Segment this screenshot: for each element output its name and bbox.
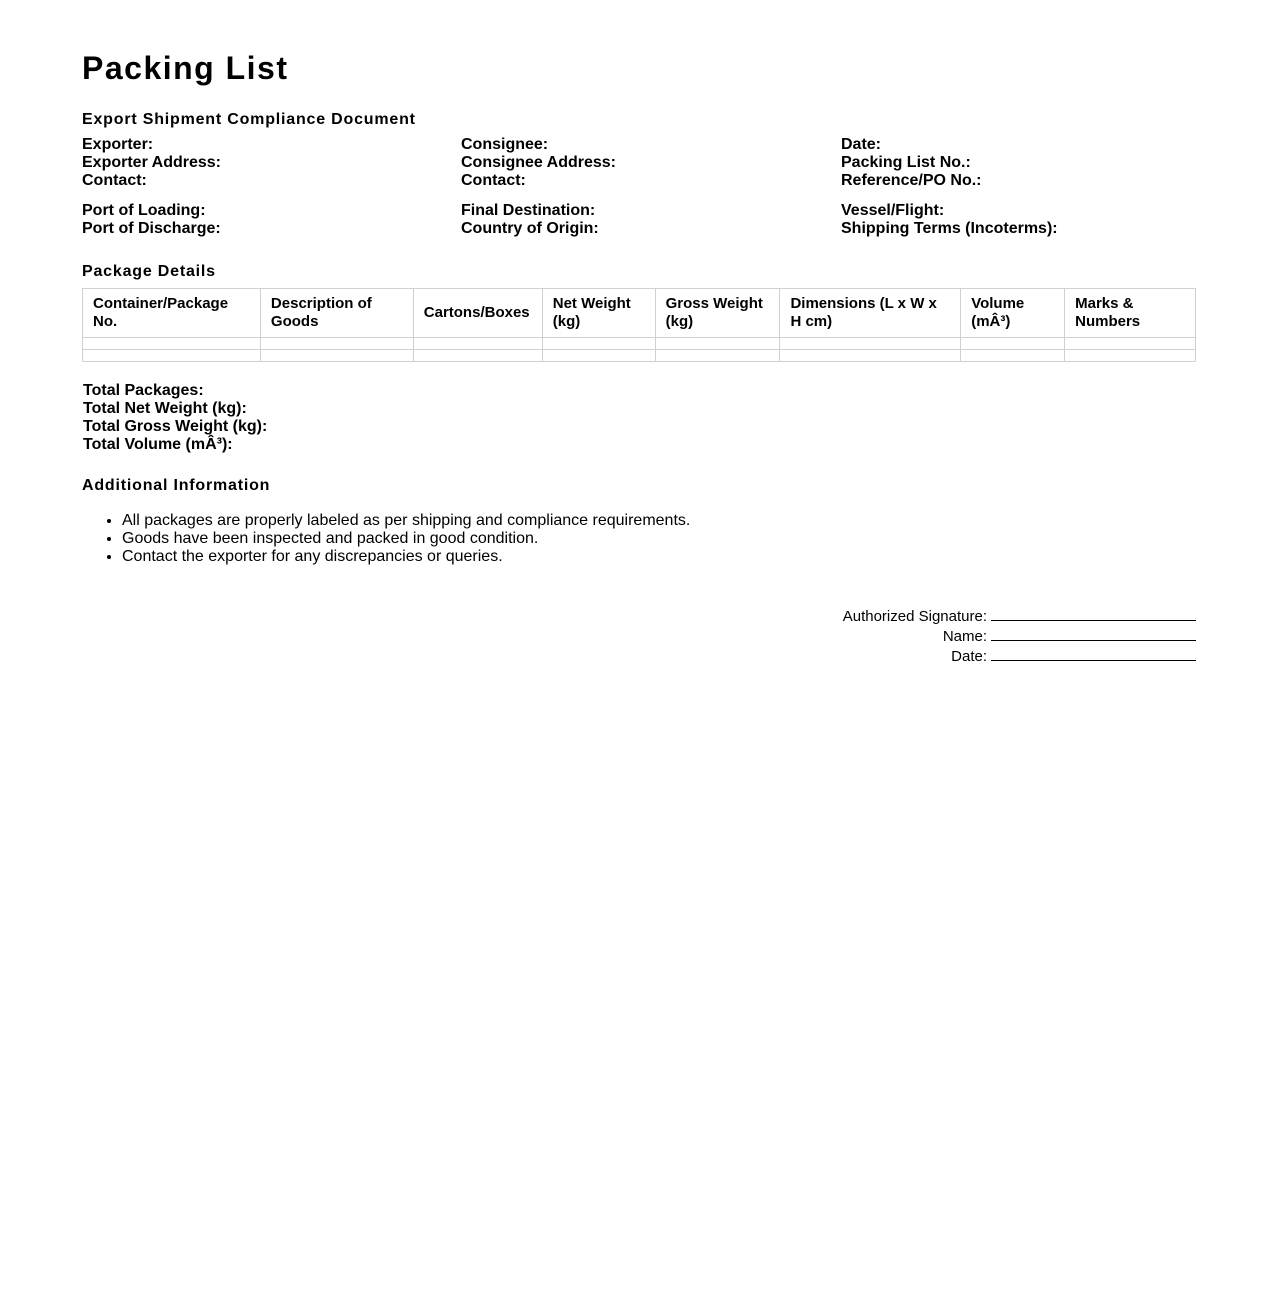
signature-date-row xyxy=(82,646,1196,666)
exporter-contact-label: Contact: xyxy=(82,172,147,189)
signature-date-label: Date: xyxy=(951,648,987,665)
port-of-discharge-label: Port of Discharge: xyxy=(82,220,221,237)
table-row xyxy=(83,350,1196,362)
authorized-signature-row xyxy=(82,606,1196,626)
name-row xyxy=(82,626,1196,646)
col-header-marks: Marks & Numbers xyxy=(1065,289,1196,338)
total-net-weight-label: Total Net Weight (kg): xyxy=(83,400,247,417)
page-title: Packing List xyxy=(82,50,289,86)
package-details-table xyxy=(82,288,1196,362)
table-cell xyxy=(961,338,1065,350)
package-details-title: Package Details xyxy=(82,263,216,280)
table-cell xyxy=(83,338,261,350)
port-of-loading-label: Port of Loading: xyxy=(82,202,206,219)
country-of-origin-label: Country of Origin: xyxy=(461,220,599,237)
col-header-gross-weight: Gross Weight (kg) xyxy=(655,289,780,338)
signature-block xyxy=(82,606,1196,666)
table-cell xyxy=(961,350,1065,362)
exporter-label: Exporter: xyxy=(82,136,154,153)
signature-date-line xyxy=(991,646,1196,661)
totals-section xyxy=(82,382,1196,454)
table-cell xyxy=(542,350,655,362)
authorized-signature-line xyxy=(991,606,1196,621)
col-header-container-package: Container/Package No. xyxy=(83,289,261,338)
table-cell xyxy=(655,338,780,350)
final-destination-label: Final Destination: xyxy=(461,202,596,219)
authorized-signature-label: Authorized Signature: xyxy=(842,608,987,625)
col-header-cartons: Cartons/Boxes xyxy=(413,289,542,338)
table-cell xyxy=(260,350,413,362)
list-item: • Contact the exporter for any discrepancies or queries. xyxy=(122,548,1196,566)
table-cell xyxy=(780,338,961,350)
consignee-contact-label: Contact: xyxy=(461,172,526,189)
total-volume-label: Total Volume (mÂ³): xyxy=(83,436,233,453)
table-cell xyxy=(260,338,413,350)
table-header-row xyxy=(83,289,1196,338)
col-header-description: Description of Goods xyxy=(260,289,413,338)
list-item: • Goods have been inspected and packed in good condition. xyxy=(122,530,1196,548)
list-item: • All packages are properly labeled as per shipping and compliance requirements. xyxy=(122,512,1196,530)
table-cell xyxy=(413,350,542,362)
shipping-terms-label: Shipping Terms (Incoterms): xyxy=(841,220,1058,237)
additional-info-title: Additional Information xyxy=(82,477,271,494)
exporter-address-label: Exporter Address: xyxy=(82,154,221,171)
col-header-volume: Volume (mÂ³) xyxy=(961,289,1065,338)
packing-list-no-label: Packing List No.: xyxy=(841,154,971,171)
table-row xyxy=(83,338,1196,350)
table-cell xyxy=(655,350,780,362)
name-label: Name: xyxy=(942,628,987,645)
consignee-address-label: Consignee Address: xyxy=(461,154,616,171)
reference-po-label: Reference/PO No.: xyxy=(841,172,982,189)
total-packages-label: Total Packages: xyxy=(83,382,204,399)
date-label: Date: xyxy=(841,136,882,153)
table-cell xyxy=(1065,350,1196,362)
parties-section xyxy=(82,136,1196,190)
table-cell xyxy=(413,338,542,350)
col-header-dimensions: Dimensions (L x W x H cm) xyxy=(780,289,961,338)
table-cell xyxy=(780,350,961,362)
table-cell xyxy=(83,350,261,362)
consignee-label: Consignee: xyxy=(461,136,549,153)
additional-info-list xyxy=(82,512,1196,566)
document-subtitle: Export Shipment Compliance Document xyxy=(82,111,416,128)
name-line xyxy=(991,626,1196,641)
table-cell xyxy=(542,338,655,350)
shipping-section xyxy=(82,202,1196,238)
table-cell xyxy=(1065,338,1196,350)
total-gross-weight-label: Total Gross Weight (kg): xyxy=(83,418,268,435)
vessel-flight-label: Vessel/Flight: xyxy=(841,202,945,219)
col-header-net-weight: Net Weight (kg) xyxy=(542,289,655,338)
